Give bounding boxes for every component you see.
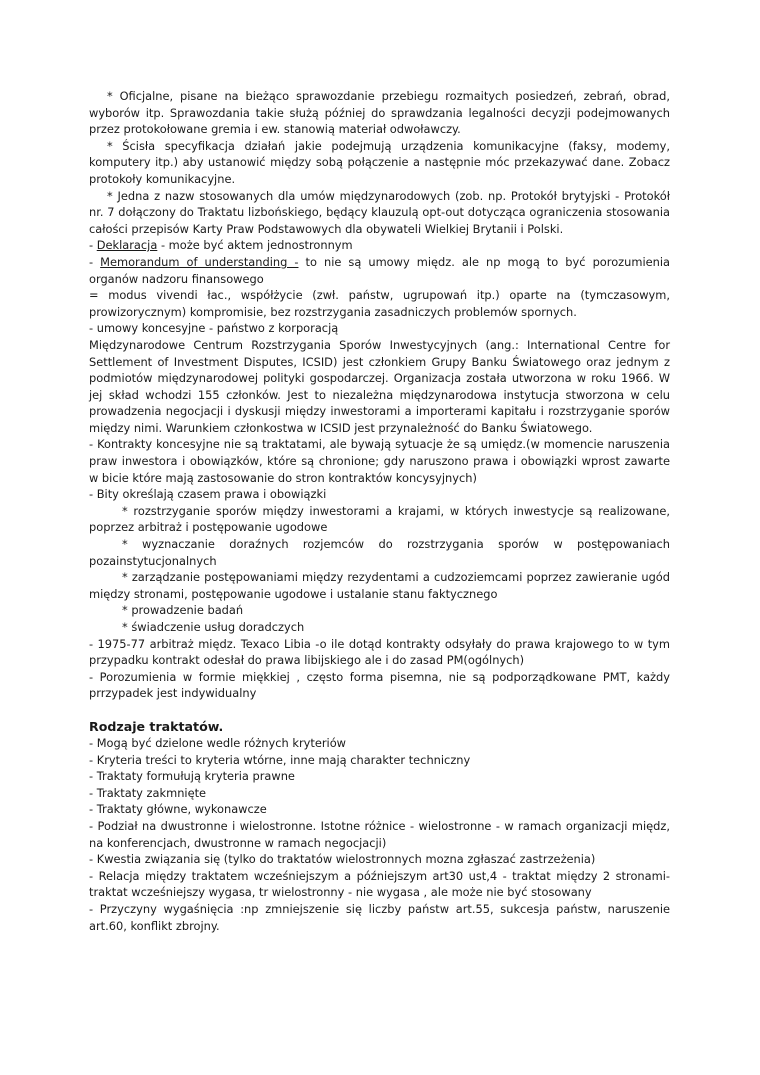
bullet-dispute-resolution: * rozstrzyganie sporów między inwestorami a krajami, w których inwestycje są realizowane, poprzez arbitraż i postępowanie ugodowe [89, 503, 670, 535]
list-item: - Kwestia związania się (tylko do traktatów wielostronnych mozna zgłaszać zastrzeżenia) [89, 852, 596, 867]
paragraph-memorandum [89, 254, 670, 287]
list-item: - Traktaty formułują kryteria prawne [89, 769, 295, 784]
paragraph-soft-agreements: - Porozumienia w formie miękkiej , często forma pisemna, nie są podporządkowane PMT, każdy prrzypadek jest indywidualny [89, 669, 670, 701]
paragraph-protocol-meaning-3: * Jedna z nazw stosowanych dla umów międzynarodowych (zob. np. Protokół brytyjski - Protokół nr. 7 dołączony do Traktatu lizbońskiego, będący klauzulą opt-out dotycząca ograniczenia stosowania całości przepisów Karty Praw Podstawowych dla obywateli Wielkiej Brytanii i Polski. [89, 188, 670, 236]
paragraph-bits: - Bity określają czasem prawa i obowiązki [89, 487, 327, 502]
list-item: - Przyczyny wygaśnięcia :np zmniejszenie się liczby państw art.55, sukcesja państw, naruszenie art.60, konflikt zbrojny. [89, 901, 670, 933]
paragraph-declaration [89, 237, 670, 254]
paragraph-concession-not-treaties: - Kontrakty koncesyjne nie są traktatami, ale bywają sytuacje że są umiędz.(w momencie naruszenia praw inwestora i obowiązków, które są chronione; gdy naruszono prawa i obowiązki wprost zawarte w bicie które mają zastosowanie do stron kontraktów koncysyjnych) [89, 437, 670, 485]
section-heading-treaty-types: Rodzaje traktatów. [89, 718, 224, 734]
list-item: - Kryteria treści to kryteria wtórne, inne mają charakter techniczny [89, 752, 471, 767]
list-dash: - [89, 238, 97, 253]
declaration-text: - może być aktem jednostronnym [157, 238, 353, 253]
document-page [89, 88, 670, 934]
bullet-research: * prowadzenie badań [122, 603, 244, 618]
term-declaration: Deklaracja [96, 238, 158, 253]
paragraph-texaco-libya: - 1975-77 arbitraż międz. Texaco Libia -o ile dotąd kontrakty odsyłały do prawa krajowego to w tym przypadku kontrakt odesłał do prawa libijskiego ale i do zasad PM(ogólnych) [89, 636, 670, 668]
bullet-advisory: * świadczenie usług doradczych [122, 620, 305, 634]
paragraph-protocol-meaning-1: * Oficjalne, pisane na bieżąco sprawozdanie przebiegu rozmaitych posiedzeń, zebrań, obrad, wyborów itp. Sprawozdania takie służą później do sprawdzania legalności decyzji podejmowanych przez protokołowane gremia i ew. stanowią materiał odwoławczy. [89, 89, 670, 137]
list-item: - Mogą być dzielone wedle różnych kryteriów [89, 735, 346, 750]
bullet-arbitrators: * wyznaczanie doraźnych rozjemców do rozstrzygania sporów w postępowaniach pozainstytucjonalnych [89, 537, 670, 568]
list-item: - Traktaty główne, wykonawcze [89, 802, 267, 817]
bullet-proceedings-management: * zarządzanie postępowaniami między rezydentami a cudzoziemcami poprzez zawieranie ugód między stronami, postępowanie ugodowe i ustalanie stanu faktycznego [89, 570, 670, 601]
memorandum-text: to nie są umowy międz. ale np mogą to być porozumienia organów nadzoru finansowego [89, 254, 670, 286]
paragraph-protocol-meaning-2: * Ścisła specyfikacja działań jakie podejmują urządzenia komunikacyjne (faksy, modemy, komputery itp.) aby ustanowić między sobą połączenie a następnie móc przekazywać dane. Zobacz protokoły komunikacyjne. [89, 138, 670, 186]
list-item: - Traktaty zakmnięte [89, 785, 207, 800]
list-item: - Relacja między traktatem wcześniejszym a późniejszym art30 ust,4 - traktat między 2 stronami-traktat wcześniejszy wygasa, tr wielostronny - nie wygasa , ale może nie być stosowany [89, 868, 670, 900]
list-dash: - [89, 254, 101, 269]
term-memorandum: Memorandum of understanding - [100, 254, 299, 269]
paragraph-icsid: Międzynarodowe Centrum Rozstrzygania Sporów Inwestycyjnych (ang.: International Centre for Settlement of Investment Disputes, ICSID) jest członkiem Grupy Banku Światowego oraz jednym z podmiotów międzynarodowej polityki gospodarczej. Organizacja została utworzona w roku 1966. W jej skład wchodzi 155 członków. Jest to niezależna międzynarodowa instytucja stworzona w celu prowadzenia negocjacji i dyskusji między inwestorami a importerami kapitału i rozstrzyganie sporów między nimi. Warunkiem członkostwa w ICSID jest przynależność do Banku Światowego. [89, 337, 670, 435]
list-item: - Podział na dwustronne i wielostronne. Istotne różnice - wielostronne - w ramach organizacji międz, na konferencjach, dwustronne w ramach negocjacji) [89, 818, 670, 850]
paragraph-concession-contracts: - umowy koncesyjne - państwo z korporacją [89, 321, 339, 336]
paragraph-modus-vivendi: = modus vivendi łac., współżycie (zwł. państw, ugrupowań itp.) oparte na (tymczasowym, prowizorycznym) kompromisie, bez rozstrzygania zasadniczych problemów spornych. [89, 288, 670, 319]
